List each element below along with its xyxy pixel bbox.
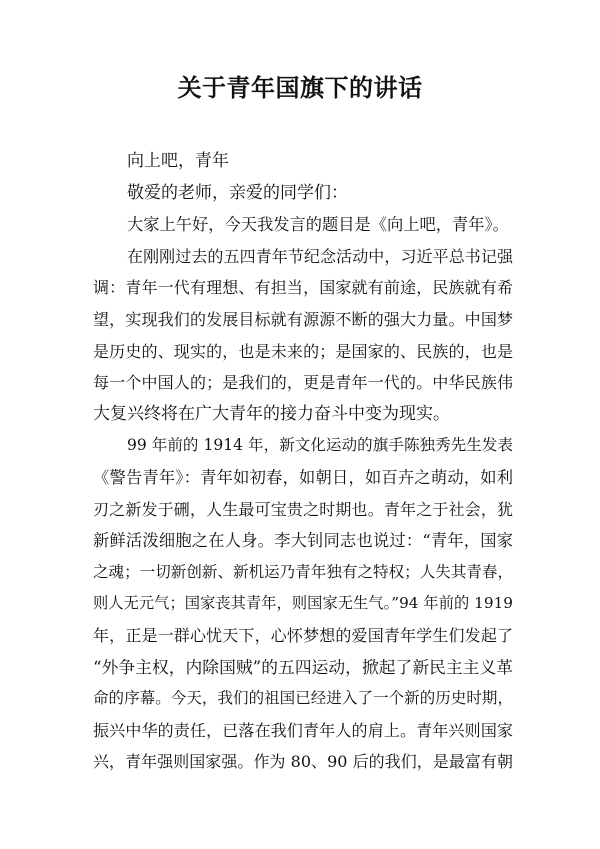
body-line: 大复兴终将在广大青年的接力奋斗中变为现实。 [93,403,450,424]
body-line: 在刚刚过去的五四青年节纪念活动中，习近平总书记强 [127,246,513,266]
body-line: 振兴中华的责任，已落在我们青年人的肩上。青年兴则国家 [93,720,513,740]
body-line: 是历史的、现实的，也是未来的；是国家的、民族的，也是 [93,341,513,361]
body-line: 望，实现我们的发展目标就有源源不断的强大力量。中国梦 [93,309,513,329]
body-line: 每一个中国人的；是我们的，更是青年一代的。中华民族伟 [93,373,513,393]
body-line: 命的序幕。今天，我们的祖国已经进入了一个新的历史时期， [93,689,513,708]
body-line: 新鲜活泼细胞之在人身。李大钊同志也说过：“青年，国家 [93,531,513,551]
body-line: 则人无元气；国家丧其青年，则国家无生气。”94 年前的 1919 [93,594,513,613]
document-title: 关于青年国旗下的讲话 [177,73,423,102]
body-line: 调：青年一代有理想、有担当，国家就有前途，民族就有希 [93,278,513,298]
body-line: 刃之新发于硎，人生最可宝贵之时期也。青年之于社会，犹 [93,499,513,519]
document-body [93,146,513,778]
body-line: 向上吧，青年 [127,151,229,171]
body-line: “外争主权，内除国贼”的五四运动，掀起了新民主主义革 [93,656,513,677]
body-line: 大家上午好，今天我发言的题目是《向上吧，青年》。 [127,215,509,235]
body-line: 年，正是一群心忧天下，心怀梦想的爱国青年学生们发起了 [93,625,513,645]
body-line: 敬爱的老师，亲爱的同学们： [127,182,348,203]
body-line: 99 年前的 1914 年，新文化运动的旗手陈独秀先生发表 [127,436,513,455]
body-line: 之魂；一切新创新、新机运乃青年独有之特权；人失其青春， [93,562,513,581]
body-line: 《警告青年》：青年如初春，如朝日，如百卉之萌动，如利 [93,467,513,487]
body-line: 兴，青年强则国家强。作为 80、90 后的我们，是最富有朝 [93,752,513,772]
